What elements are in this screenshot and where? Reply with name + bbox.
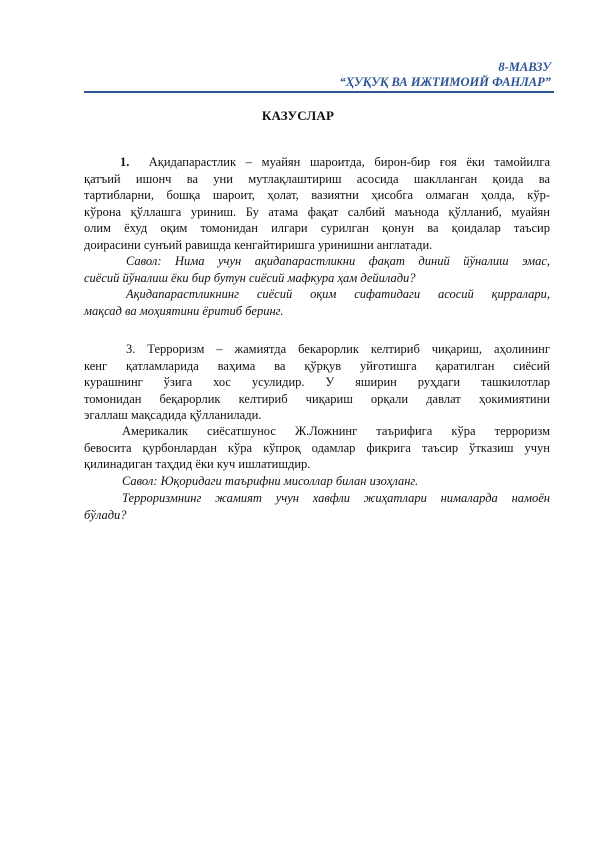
case-2-task-line: Терроризмнинг жамият учун хавфли жиҳатлари нималарда намоён xyxy=(122,491,550,505)
case-1-task-line: Ақидапарастликнинг сиёсий оқим сифатидаги асосий қирралари, xyxy=(126,287,550,301)
case-1-paragraph xyxy=(84,154,550,253)
case-1-question-line: Савол: Нима учун ақидапарастликни фақат диний йўналиш эмас, xyxy=(126,254,550,268)
case-2-line: томонидан беқарорлик келтириб чиқариш орқали давлат ҳокимиятини xyxy=(84,391,550,406)
case-1-task xyxy=(84,286,550,319)
case-1-question xyxy=(84,253,550,286)
case-1-question-line: сиёсий йўналиш ёки бир бутун сиёсий мафкура ҳам дейилади? xyxy=(84,270,416,285)
page-title: КАЗУСЛАР xyxy=(261,108,335,123)
case-1-line: қатъий ишонч ва уни мутлақлаштириш асосида шаклланган қоида ва xyxy=(84,171,550,186)
case-1-line: тартибларни, бошқа шароит, ҳолат, вазиятни ҳисобга олмаган ҳолда, кўр- xyxy=(84,188,550,202)
case-2-task xyxy=(84,490,550,523)
case-2-line: курашнинг ўзига хос усулидир. У яширин руҳдаги ташкилотлар xyxy=(84,375,550,389)
case-2-line: эгаллаш мақсадида қўлланилади. xyxy=(84,408,262,422)
case-2-definition-line: қилинадиган таҳдид ёки куч ишлатишдир. xyxy=(84,457,311,471)
subject-header: “ҲУҚУҚ ВА ИЖТИМОИЙ ФАНЛАР” xyxy=(339,75,551,89)
case-1-line: олим ёхуд оқим томонидан илгари сурилган қонун ва қоидалар таъсир xyxy=(84,221,550,235)
case-1-line: доирасини сунъий равишда кенгайтиришга уринишни англатади. xyxy=(84,237,433,252)
topic-header: 8-МАВЗУ xyxy=(498,60,551,74)
case-2-question-line: Савол: Юқоридаги таърифни мисоллар билан изоҳланг. xyxy=(122,474,419,488)
case-2-definition-line: Америкалик сиёсатшунос Ж.Ложнинг таърифига кўра терроризм xyxy=(122,424,550,438)
case-2-definition xyxy=(84,423,550,473)
case-2-line: кенг қатламларида ваҳима ва қўрқув уйғотишга қаратилган сиёсий xyxy=(84,358,550,373)
case-1-task-line: мақсад ва моҳиятини ёритиб беринг. xyxy=(84,303,284,318)
case-2-paragraph xyxy=(84,341,550,424)
header-rule xyxy=(84,91,554,93)
case-2-line: 3. Терроризм – жамиятда бекарорлик келтириб чиқариш, аҳолининг xyxy=(126,342,550,356)
case-1-number: 1. xyxy=(120,155,130,169)
case-2-question xyxy=(84,473,550,490)
case-1-line: 1. Ақидапарастлик – муайян шароитда, бирон-бир ғоя ёки тамойилга xyxy=(120,155,551,169)
case-2-definition-line: бевосита қурбонлардан кўра кўпроқ одамлар фикрига таъсир ўтказиш учун xyxy=(84,440,550,455)
case-1-line: кўрона қўллашга уриниш. Бу атама фақат салбий маънода қўлланиб, муайян xyxy=(84,204,550,219)
case-2-task-line: бўлади? xyxy=(84,507,127,522)
